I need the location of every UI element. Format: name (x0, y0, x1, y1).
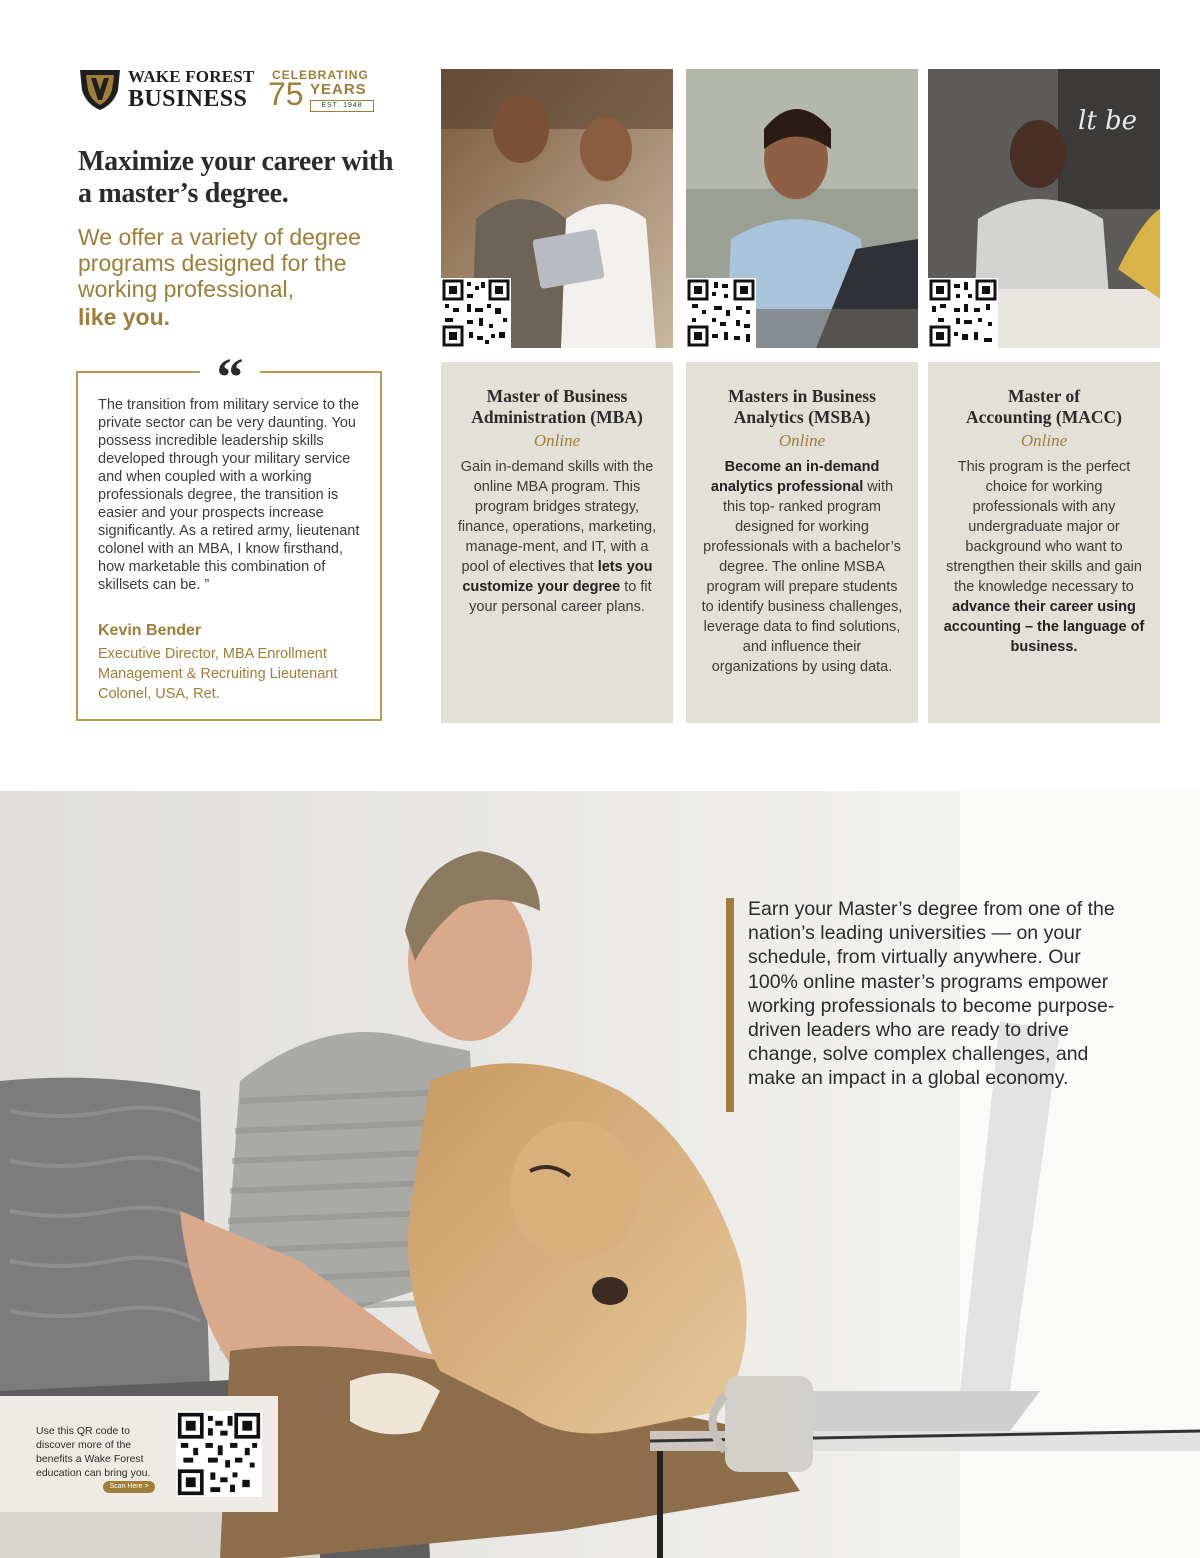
subhead-text: We offer a variety of degree programs designed for the working professional, (78, 224, 361, 302)
program-title-line1: Master of (1007, 386, 1081, 406)
program-mode: Online (533, 431, 581, 450)
logo-line2: BUSINESS (128, 86, 248, 112)
mba-qr-code[interactable] (441, 278, 511, 348)
accent-bar (726, 898, 734, 1112)
program-card-msba (686, 362, 918, 723)
program-title (441, 386, 673, 428)
logo-line1: WAKE FOREST (128, 67, 255, 86)
logo-celebrating: CELEBRATING (272, 68, 369, 82)
quote-mark-icon: “ (200, 352, 260, 392)
program-title-line1: Master of Business (486, 386, 628, 406)
main-qr-code[interactable] (176, 1411, 262, 1497)
macc-photo (928, 69, 1160, 348)
msba-photo (686, 69, 918, 348)
program-title (928, 386, 1160, 428)
program-mode: Online (778, 431, 826, 450)
scan-here-button[interactable]: Scan Here > (103, 1481, 155, 1493)
qr-panel-text: Use this QR code to discover more of the benefits a Wake Forest education can bring you. (36, 1425, 151, 1479)
testimonial-author: Kevin Bender (98, 622, 202, 639)
program-desc-a: Gain in-demand skills with the online MBA program. This program bridges strategy, finance, operations, marketing, manage-ment, and IT, with a pool of electives that (457, 459, 657, 575)
program-desc-a: This program is the perfect choice for working professionals with any undergraduate major or background who want to strengthen their skills and gain the knowledge necessary to (946, 459, 1142, 595)
program-description (441, 457, 673, 617)
program-card-mba (441, 362, 673, 723)
testimonial-text: The transition from military service to the private sector can be very daunting. You possess incredible leadership skills developed through your military service and when coupled with a working professionals degree, the transition is easier and your prospects increase significantly. As a retired army, lieutenant colonel with an MBA, I know firsthand, how marketable this combination of skillsets can be. ” (98, 397, 360, 593)
program-title-line2: Accounting (MACC) (965, 407, 1123, 427)
shield-logo-icon (78, 66, 122, 112)
logo-years: YEARS (310, 81, 367, 98)
subhead-strong: like you. (78, 304, 171, 330)
mba-photo (441, 69, 673, 348)
program-card-macc (928, 362, 1160, 723)
testimonial-author-title: Executive Director, MBA Enrollment Management & Recruiting Lieutenant Colonel, USA, Ret. (98, 646, 338, 702)
logo-est: EST. 1948 (310, 100, 374, 112)
program-title-line2: Analytics (MSBA) (733, 407, 871, 427)
program-description (928, 457, 1160, 657)
program-desc-bold: Become an in-demand analytics professional (710, 459, 880, 495)
msba-qr-code[interactable] (686, 278, 756, 348)
svg-text:lt be: lt be (1078, 106, 1138, 136)
program-title (686, 386, 918, 428)
subheadline (78, 224, 398, 330)
program-title-line2: Administration (MBA) (471, 407, 643, 427)
macc-qr-code[interactable] (928, 278, 998, 348)
program-description (686, 457, 918, 677)
program-mode: Online (1020, 431, 1068, 450)
program-title-line1: Masters in Business (728, 386, 876, 406)
logo-75: 75 (268, 76, 304, 112)
program-desc-bold: lets you customize your degree (462, 559, 653, 595)
wake-forest-logo (78, 66, 378, 116)
program-desc-c: with this top- ranked program designed for working professionals with a bachelor’s degree. The online MSBA program will prepare students to identify business challenges, leverage data to find solutions, and influence their organizations by using data. (701, 479, 903, 675)
program-desc-bold: advance their career using accounting – the language of business. (943, 599, 1145, 655)
hero-message: Earn your Master’s degree from one of the nation’s leading universities — on your schedule, from virtually anywhere. Our 100% online master’s programs empower working professionals to become purpose-driven leaders who are ready to drive change, solve complex challenges, and make an impact in a global economy. (748, 898, 1115, 1090)
program-desc-c: to fit your personal career plans. (469, 579, 652, 615)
page-headline: Maximize your career with a master’s degree. (78, 146, 394, 209)
